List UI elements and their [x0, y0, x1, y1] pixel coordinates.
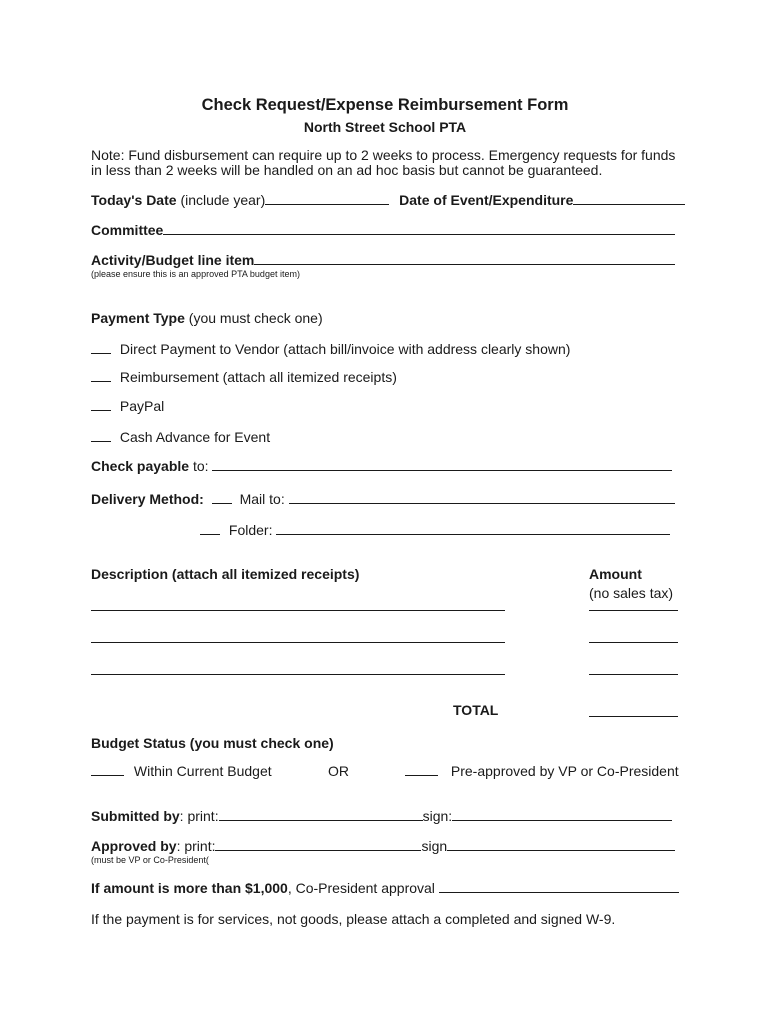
total-field[interactable]	[589, 704, 678, 720]
form-title: Check Request/Expense Reimbursement Form	[201, 96, 569, 114]
over-1000-row	[91, 880, 679, 896]
approved-print-field[interactable]	[215, 838, 421, 851]
todays-date-field[interactable]	[265, 192, 389, 205]
description-label: Description (attach all itemized receipts)	[91, 566, 360, 582]
w9-note: If the payment is for services, not goods, please attach a completed and signed W-9.	[91, 911, 616, 927]
delivery-mail-checkbox[interactable]	[212, 491, 232, 504]
delivery-folder-row	[200, 522, 670, 538]
delivery-label: Delivery Method	[91, 491, 200, 507]
within-budget-label: Within Current Budget	[133, 763, 272, 779]
committee-label: Committee	[91, 222, 164, 238]
payment-checkbox-reimbursement[interactable]	[91, 369, 111, 382]
payment-option-label: Cash Advance for Event	[119, 429, 271, 445]
delivery-folder-label: Folder:	[228, 522, 273, 538]
approved-sign-field[interactable]	[447, 838, 675, 851]
over-1000-label: If amount is more than $1,000	[91, 880, 288, 896]
amount-hint: (no sales tax)	[589, 585, 674, 601]
submitted-sign-label: sign:	[422, 808, 453, 824]
or-label: OR	[328, 763, 349, 779]
committee-field[interactable]	[163, 222, 675, 235]
payment-checkbox-paypal[interactable]	[91, 398, 111, 411]
payment-checkbox-direct[interactable]	[91, 341, 111, 354]
payment-option-label: PayPal	[119, 398, 165, 414]
amount-label: Amount	[589, 566, 642, 582]
within-budget-checkbox[interactable]	[91, 763, 124, 776]
amount-line-3[interactable]	[589, 662, 678, 678]
approved-hint: (must be VP or Co-President(	[91, 855, 209, 865]
preapproved-option	[405, 763, 679, 779]
preapproved-label: Pre-approved by VP or Co-President	[450, 763, 679, 779]
activity-field[interactable]	[254, 252, 675, 265]
activity-label: Activity/Budget line item	[91, 252, 255, 268]
co-president-approval-field[interactable]	[439, 880, 679, 893]
check-payable-suffix: to:	[192, 458, 209, 474]
note-line-2: in less than 2 weeks will be handled on an ad hoc basis but cannot be guaranteed.	[91, 162, 603, 178]
approved-sign-label: sign	[421, 838, 448, 854]
event-date-label: Date of Event/Expenditure	[399, 192, 574, 208]
over-1000-suffix: , Co-President approval	[287, 880, 435, 896]
within-budget-option	[91, 763, 272, 779]
event-date-field[interactable]	[573, 192, 685, 205]
submitted-row: Submitted by: print: sign:	[91, 808, 672, 824]
amount-line-1[interactable]	[589, 598, 678, 614]
submitted-print-field[interactable]	[219, 808, 423, 821]
form-subtitle: North Street School PTA	[303, 119, 467, 135]
delivery-folder-checkbox[interactable]	[200, 522, 220, 535]
payment-option-reimbursement	[91, 369, 397, 385]
description-line-1[interactable]	[91, 598, 505, 614]
activity-hint: (please ensure this is an approved PTA budget item)	[91, 269, 300, 279]
preapproved-checkbox[interactable]	[405, 763, 438, 776]
date-row	[91, 192, 685, 208]
delivery-mail-field[interactable]	[289, 491, 675, 504]
check-payable-field[interactable]	[212, 458, 672, 471]
todays-date-hint: (include year)	[180, 192, 266, 208]
check-payable-label: Check payable	[91, 458, 190, 474]
payment-option-direct	[91, 341, 570, 357]
payment-checkbox-cash[interactable]	[91, 429, 111, 442]
delivery-mail-label: Mail to:	[239, 491, 285, 507]
payment-type-label: Payment Type	[91, 310, 185, 326]
todays-date-label: Today's Date	[91, 192, 177, 208]
delivery-row: Delivery Method: Mail to:	[91, 491, 675, 507]
check-payable-row	[91, 458, 672, 474]
submitted-label: Submitted by	[91, 808, 180, 824]
payment-type-hint: (you must check one)	[188, 310, 323, 326]
payment-option-label: Direct Payment to Vendor (attach bill/invoice with address clearly shown)	[119, 341, 571, 357]
description-line-3[interactable]	[91, 662, 505, 678]
payment-option-label: Reimbursement (attach all itemized receipts)	[119, 369, 397, 385]
payment-option-cash	[91, 429, 270, 445]
total-label: TOTAL	[453, 702, 499, 718]
approved-print-label: print:	[184, 838, 216, 854]
committee-row	[91, 222, 675, 238]
budget-status-label: Budget Status (you must check one)	[91, 735, 334, 751]
activity-row	[91, 252, 675, 268]
submitted-print-label: print:	[187, 808, 219, 824]
payment-type-row	[91, 310, 323, 326]
amount-line-2[interactable]	[589, 630, 678, 646]
payment-option-paypal	[91, 398, 164, 414]
delivery-folder-field[interactable]	[276, 522, 670, 535]
approved-row: Approved by: print: sign	[91, 838, 675, 854]
description-line-2[interactable]	[91, 630, 505, 646]
approved-label: Approved by	[91, 838, 177, 854]
note-line-1: Note: Fund disbursement can require up to 2 weeks to process. Emergency requests for funds	[91, 147, 676, 163]
submitted-sign-field[interactable]	[452, 808, 672, 821]
